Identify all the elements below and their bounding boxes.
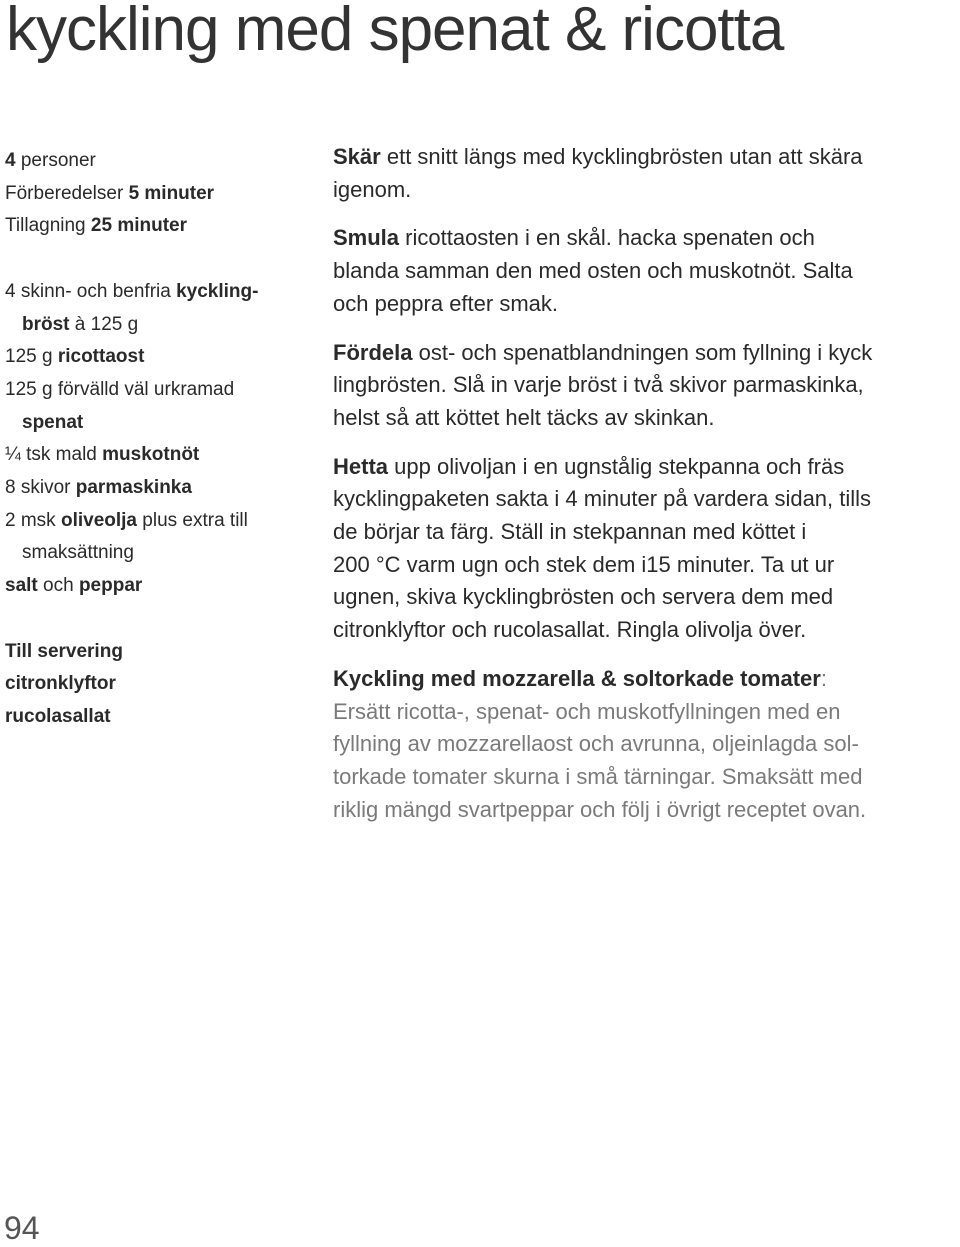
ingredient-name: peppar	[78, 575, 143, 597]
step-verb: Fördela	[333, 339, 413, 365]
step-1	[333, 141, 959, 206]
servings-line	[5, 145, 315, 178]
step-verb: Skär	[333, 144, 381, 169]
step-text: upp olivoljan i en ugnstålig stekpanna och fräs	[394, 453, 845, 479]
step-4	[333, 451, 959, 647]
ingredient-name: salt	[5, 575, 38, 597]
servings-word: personer	[20, 150, 96, 171]
variant-text: Ersätt ricotta-, spenat- och muskotfyllningen med en	[333, 698, 841, 724]
recipe-title: kyckling med spenat & ricotta	[6, 0, 784, 64]
ingredient-name: ricottaost	[57, 346, 145, 368]
variant-text: torkade tomater skurna i små tärningar. Smaksätt med	[333, 763, 863, 789]
step-text: de börjar ta färg. Ställ in stekpannan med köttet i	[333, 519, 807, 545]
ingredient-chicken	[5, 276, 315, 309]
step-text: lingbrösten. Slå in varje bröst i två skivor parmaskinka,	[333, 372, 864, 398]
ingredients-column	[5, 145, 315, 734]
step-text: och peppra efter smak.	[333, 290, 559, 316]
ingredient-text: 4 skinn- och benfria	[5, 280, 171, 302]
variant-text: fyllning av mozzarellaost och avrunna, oljeinlagda sol-	[333, 731, 859, 757]
ingredient-text: à 125 g	[74, 313, 139, 335]
ingredient-olive-oil-cont	[5, 537, 315, 570]
ingredient-olive-oil	[5, 505, 315, 538]
ingredient-parma-ham	[5, 472, 315, 505]
ingredient-text: och	[43, 575, 74, 597]
ingredient-text: 125 g förvälld väl urkramad	[5, 378, 235, 400]
step-verb: Hetta	[333, 453, 389, 479]
ingredient-spinach	[5, 374, 315, 407]
step-verb: Smula	[333, 225, 400, 251]
step-text: ost- och spenatblandningen som fyllning i kyck	[418, 339, 873, 365]
ingredient-name: kyckling-	[176, 280, 259, 302]
ingredient-text: 125 g	[5, 346, 53, 368]
variant-text: riklig mängd svartpeppar och följ i övrigt receptet ovan.	[333, 796, 867, 822]
serving-heading	[5, 636, 315, 669]
step-text: igenom.	[333, 176, 412, 202]
ingredient-name: oliveolja	[60, 509, 137, 531]
serving-item-text: rucolasallat	[5, 705, 111, 727]
step-text: helst så att köttet helt täcks av skinkan.	[333, 404, 715, 430]
step-text: 200 °C varm ugn och stek dem i15 minuter. Ta ut ur	[333, 551, 835, 577]
serving-item	[5, 701, 315, 734]
cook-value: 25 minuter	[90, 215, 187, 237]
ingredient-text: ¼ tsk mald	[5, 444, 97, 466]
ingredient-nutmeg	[5, 439, 315, 472]
step-text: ett snitt längs med kycklingbrösten utan att skära	[386, 144, 863, 169]
ingredient-salt-pepper	[5, 570, 315, 603]
cook-label: Tillagning	[5, 215, 86, 237]
step-2	[333, 222, 959, 320]
prep-value: 5 minuter	[128, 182, 215, 204]
ingredient-text: 8 skivor	[5, 477, 71, 499]
cook-time-line	[5, 210, 315, 243]
instructions-column	[333, 141, 959, 842]
ingredient-name: spenat	[22, 411, 84, 433]
prep-time-line	[5, 178, 315, 211]
step-text: kycklingpaketen sakta i 4 minuter på vardera sidan, tills	[333, 486, 872, 512]
ingredient-ricotta	[5, 341, 315, 374]
step-text: ricottaosten i en skål. hacka spenaten och	[405, 225, 815, 251]
serving-item	[5, 668, 315, 701]
variant-section	[333, 663, 959, 827]
ingredient-name: muskotnöt	[102, 444, 200, 466]
step-text: citronklyftor och rucolasallat. Ringla olivolja över.	[333, 617, 807, 643]
step-text: blanda samman den med osten och muskotnöt. Salta	[333, 258, 853, 284]
page-number: 94	[4, 1210, 40, 1246]
variant-heading: Kyckling med mozzarella & soltorkade tomater	[333, 665, 821, 691]
ingredient-spinach-cont	[5, 407, 315, 440]
prep-label: Förberedelser	[5, 182, 124, 204]
serving-item-text: citronklyftor	[5, 673, 116, 695]
ingredient-text: smaksättning	[22, 542, 134, 564]
variant-colon: :	[820, 665, 827, 691]
ingredient-name: bröst	[22, 313, 70, 335]
ingredient-text: plus extra till	[142, 509, 248, 531]
serving-heading-text: Till servering	[5, 640, 123, 662]
ingredient-name: parmaskinka	[75, 477, 192, 499]
step-text: ugnen, skiva kycklingbrösten och servera dem med	[333, 584, 834, 610]
ingredient-chicken-cont	[5, 309, 315, 342]
ingredient-text: 2 msk	[5, 509, 56, 531]
servings-number: 4	[5, 150, 16, 171]
step-3	[333, 337, 959, 435]
